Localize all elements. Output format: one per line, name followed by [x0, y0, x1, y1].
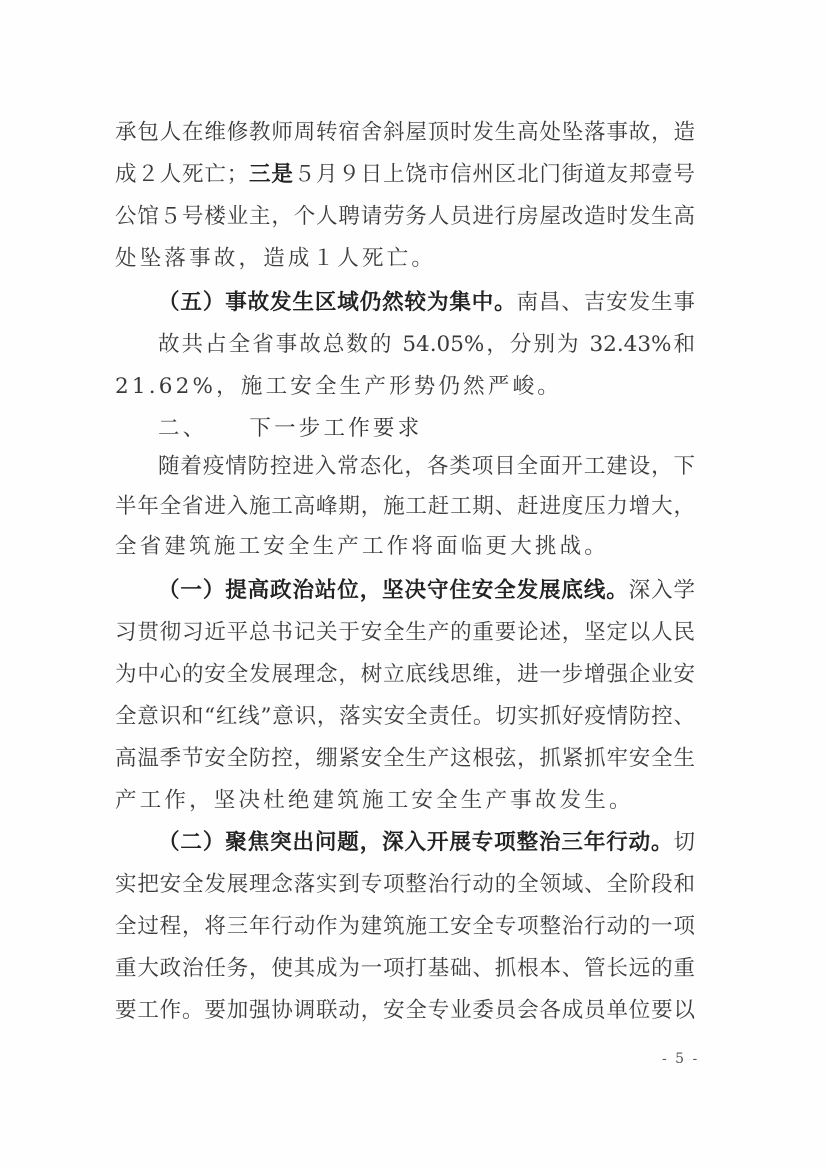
paragraph-line: [115, 702, 695, 732]
line-text: 要工作。要加强协调联动，安全专业委员会各成员单位要以: [115, 998, 695, 1023]
paragraph-line: [115, 492, 695, 522]
line-text: 半年全省进入施工高峰期，施工赶工期、赶进度压力增大，: [115, 494, 695, 519]
paragraph-line: [115, 532, 695, 562]
paragraph-line: [115, 870, 695, 900]
line-text: 21.62%，施工安全生产形势仍然严峻。: [115, 374, 562, 399]
paragraph-line: [115, 202, 695, 232]
line-text: 公馆５号楼业主，个人聘请劳务人员进行房屋改造时发生高: [115, 204, 695, 229]
line-text: 随着疫情防控进入常态化，各类项目全面开工建设，下: [158, 454, 695, 479]
line-text: 产工作，坚决杜绝建筑施工安全生产事故发生。: [115, 788, 634, 813]
heading-title: 下一步工作要求: [249, 416, 423, 441]
bold-lead-text: （二）聚焦突出问题，深入开展专项整治三年行动。: [158, 830, 674, 855]
line-text: 重大政治任务，使其成为一项打基础、抓根本、管长远的重: [115, 956, 695, 981]
bold-lead-text: （五）事故发生区域仍然较为集中。: [158, 290, 517, 315]
paragraph-line: [115, 744, 695, 774]
page-number: - 5 -: [662, 1051, 700, 1067]
heading-number: 二、: [158, 416, 208, 441]
line-text: 全意识和“红线”意识，落实安全责任。切实抓好疫情防控、: [115, 704, 695, 729]
paragraph-line: [115, 660, 695, 690]
line-text: 故共占全省事故总数的 54.05%，分别为 32.43%和: [158, 332, 695, 357]
line-text: 承包人在维修教师周转宿舍斜屋顶时发生高处坠落事故，造: [115, 120, 695, 145]
line-text: 高温季节安全防控，绷紧安全生产这根弦，抓紧抓牢安全生: [115, 746, 695, 771]
bold-lead-text: （一）提高政治站位，坚决守住安全发展底线。: [158, 578, 629, 603]
section-heading-five: [158, 288, 695, 318]
paragraph-line: [115, 372, 695, 402]
line-text: 处坠落事故，造成１人死亡。: [115, 246, 437, 271]
paragraph-line: [115, 618, 695, 648]
paragraph-line: [115, 786, 695, 816]
line-text: 深入学: [628, 578, 695, 603]
bold-lead-text: 三是: [248, 162, 294, 187]
line-text: 全省建筑施工安全生产工作将面临更大挑战。: [115, 534, 610, 559]
paragraph-line: [115, 996, 695, 1026]
line-text: 成２人死亡；: [115, 162, 249, 187]
line-text: ５月９日上饶市信州区北门街道友邦壹号: [293, 162, 695, 187]
paragraph-line: [158, 330, 695, 360]
paragraph-line: [158, 452, 695, 482]
line-text: 实把安全发展理念落实到专项整治行动的全领域、全阶段和: [115, 872, 695, 897]
line-text: 南昌、吉安发生事: [516, 290, 695, 315]
section-heading-one: [158, 576, 695, 606]
paragraph-line: [115, 244, 695, 274]
chapter-heading: [158, 414, 695, 444]
line-text: 为中心的安全发展理念，树立底线思维，进一步增强企业安: [115, 662, 695, 687]
paragraph-line: [115, 954, 695, 984]
section-heading-two: [158, 828, 695, 858]
line-text: 全过程，将三年行动作为建筑施工安全专项整治行动的一项: [115, 914, 695, 939]
paragraph-line: [115, 160, 695, 190]
line-text: 切: [673, 830, 695, 855]
line-text: 习贯彻习近平总书记关于安全生产的重要论述，坚定以人民: [115, 620, 695, 645]
paragraph-line: [115, 118, 695, 148]
paragraph-line: [115, 912, 695, 942]
